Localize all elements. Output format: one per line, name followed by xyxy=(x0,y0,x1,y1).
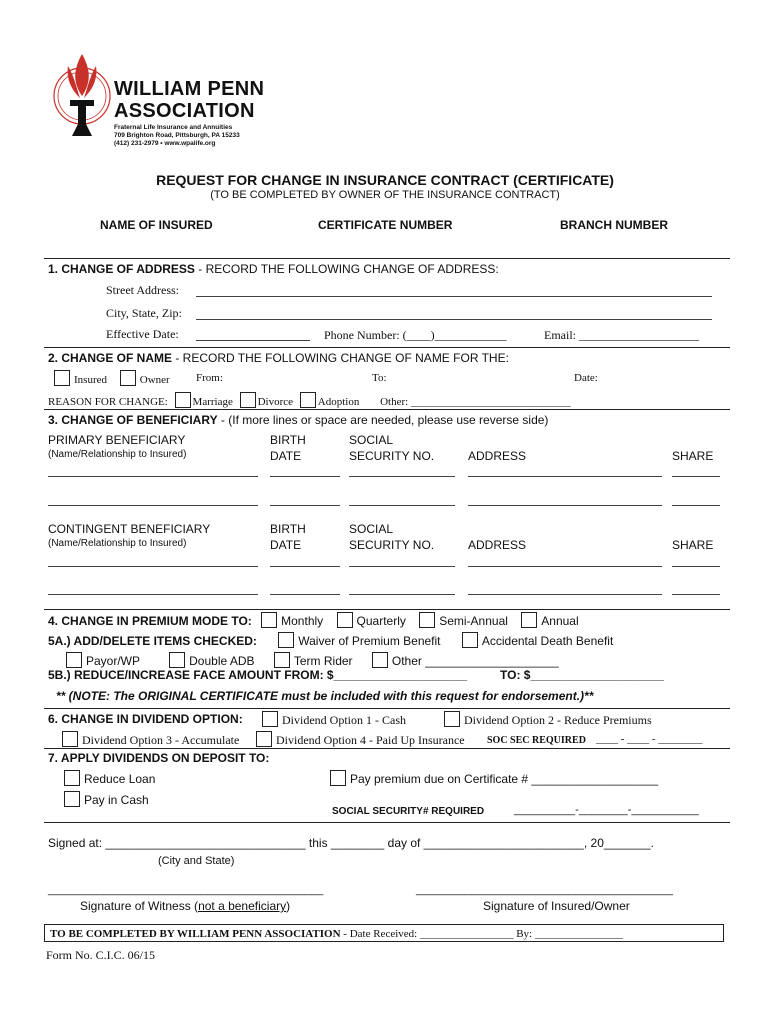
monthly-label: Monthly xyxy=(281,614,324,628)
contingent-name-field-1[interactable] xyxy=(48,566,258,567)
primary-share-field-1[interactable] xyxy=(672,476,720,477)
div-opt2-label: Dividend Option 2 - Reduce Premiums xyxy=(464,713,652,727)
waiver-label: Waiver of Premium Benefit xyxy=(298,634,441,648)
s3-desc: - (If more lines or space are needed, please use reverse side) xyxy=(217,413,549,427)
witness-signature-label xyxy=(80,899,290,913)
payor-checkbox[interactable] xyxy=(66,652,82,668)
primary-share-field-2[interactable] xyxy=(672,505,720,506)
form-number: Form No. C.I.C. 06/15 xyxy=(46,948,156,962)
contingent-birth-field-1[interactable] xyxy=(270,566,340,567)
branch-number-label: BRANCH NUMBER xyxy=(560,218,668,232)
s5a-title: 5A.) ADD/DELETE ITEMS CHECKED: xyxy=(48,634,257,648)
primary-social-label-2: SECURITY NO. xyxy=(349,449,435,463)
contingent-birth-field-2[interactable] xyxy=(270,594,340,595)
annual-checkbox[interactable] xyxy=(521,612,537,628)
quarterly-label: Quarterly xyxy=(356,614,406,628)
witness-pre: Signature of Witness ( xyxy=(80,899,199,913)
s2-desc: - RECORD THE FOLLOWING CHANGE OF NAME FOR THE: xyxy=(172,351,509,365)
primary-birth-label-2: DATE xyxy=(270,449,302,463)
contingent-address-field-1[interactable] xyxy=(468,566,662,567)
to-label: To: xyxy=(372,372,387,384)
div-opt3-checkbox[interactable] xyxy=(62,731,78,747)
soc-sec-required-label: SOC SEC REQUIRED xyxy=(487,735,586,746)
pay-cash-checkbox[interactable] xyxy=(64,791,80,807)
quarterly-checkbox[interactable] xyxy=(337,612,353,628)
city-state-caption: (City and State) xyxy=(158,855,235,867)
s3-title: 3. CHANGE OF BENEFICIARY xyxy=(48,413,218,427)
annual-label: Annual xyxy=(541,614,579,628)
div-opt2-row xyxy=(444,711,652,728)
logo-name-line1: WILLIAM PENN xyxy=(114,78,265,100)
primary-birth-field-1[interactable] xyxy=(270,476,340,477)
primary-birth-field-2[interactable] xyxy=(270,505,340,506)
adb-checkbox[interactable] xyxy=(462,632,478,648)
contingent-share-label: SHARE xyxy=(672,538,714,552)
contingent-birth-label-1: BIRTH xyxy=(270,522,306,536)
logo xyxy=(52,44,265,156)
reason-row xyxy=(48,392,570,408)
div-opt1-label: Dividend Option 1 - Cash xyxy=(282,713,406,727)
reason-label: REASON FOR CHANGE: xyxy=(48,396,168,408)
insured-label: Insured xyxy=(74,374,107,386)
effective-date-field[interactable] xyxy=(196,340,310,341)
divider xyxy=(44,748,730,749)
div-opt1-row xyxy=(262,711,406,728)
divider xyxy=(44,708,730,709)
pay-cash-row xyxy=(64,791,149,807)
witness-not-beneficiary: not a beneficiary xyxy=(198,899,287,913)
primary-relationship-label: (Name/Relationship to Insured) xyxy=(48,449,187,460)
div-opt4-row xyxy=(256,731,465,748)
marriage-checkbox[interactable] xyxy=(175,392,191,408)
form-subtitle: (TO BE COMPLETED BY OWNER OF THE INSURANCE CONTRACT) xyxy=(210,189,560,201)
divider xyxy=(44,409,730,410)
torch-logo-icon xyxy=(52,44,112,154)
divider xyxy=(44,347,730,348)
div-opt3-row xyxy=(62,731,239,748)
s3-heading xyxy=(48,413,548,427)
div-opt3-label: Dividend Option 3 - Accumulate xyxy=(82,733,240,747)
s1-heading xyxy=(48,262,499,276)
primary-address-field-1[interactable] xyxy=(468,476,662,477)
s7-title: 7. APPLY DIVIDENDS ON DEPOSIT TO: xyxy=(48,751,270,765)
primary-name-field-2[interactable] xyxy=(48,505,258,506)
contingent-beneficiary-label: CONTINGENT BENEFICIARY xyxy=(48,522,211,536)
divorce-checkbox[interactable] xyxy=(240,392,256,408)
primary-ssn-field-2[interactable] xyxy=(349,505,455,506)
reduce-loan-row xyxy=(64,770,155,786)
semi-annual-checkbox[interactable] xyxy=(419,612,435,628)
s5a-row xyxy=(48,632,613,648)
s4-title: 4. CHANGE IN PREMIUM MODE TO: xyxy=(48,614,252,628)
pay-premium-field[interactable]: Pay premium due on Certificate # ___________________ xyxy=(350,772,659,786)
div-opt4-checkbox[interactable] xyxy=(256,731,272,747)
s5b-from-field[interactable]: 5B.) REDUCE/INCREASE FACE AMOUNT FROM: $____________________ xyxy=(48,668,468,682)
div-opt1-checkbox[interactable] xyxy=(262,711,278,727)
primary-name-field-1[interactable] xyxy=(48,476,258,477)
s1-title: 1. CHANGE OF ADDRESS xyxy=(48,262,195,276)
reduce-loan-label: Reduce Loan xyxy=(84,772,156,786)
contingent-social-label-1: SOCIAL xyxy=(349,522,394,536)
owner-signature-field[interactable]: __________________________________________ xyxy=(416,884,673,896)
double-adb-checkbox[interactable] xyxy=(169,652,185,668)
marriage-label: Marriage xyxy=(192,396,233,408)
soc-sec-field[interactable]: ____ - ____ - ________ xyxy=(596,733,703,745)
monthly-checkbox[interactable] xyxy=(261,612,277,628)
owner-label: Owner xyxy=(139,374,170,386)
email-field[interactable]: Email: ____________________ xyxy=(544,328,699,342)
primary-beneficiary-label: PRIMARY BENEFICIARY xyxy=(48,433,186,447)
office-use-fields[interactable]: - Date Received: _________________ By: ________________ xyxy=(340,928,623,940)
owner-signature-label: Signature of Insured/Owner xyxy=(483,899,630,913)
other-item-checkbox[interactable] xyxy=(372,652,388,668)
pay-cash-label: Pay in Cash xyxy=(84,793,149,807)
office-use-box xyxy=(44,924,724,942)
effective-date-label: Effective Date: xyxy=(106,327,179,341)
divider xyxy=(44,609,730,610)
other-reason-field[interactable]: Other: _____________________________ xyxy=(380,396,571,408)
adoption-checkbox[interactable] xyxy=(300,392,316,408)
phone-number-field[interactable]: Phone Number: (____)____________ xyxy=(324,328,507,342)
double-adb-label: Double ADB xyxy=(189,654,255,668)
pay-premium-checkbox[interactable] xyxy=(330,770,346,786)
logo-sub-3: (412) 231-2979 • www.wpalife.org xyxy=(114,140,216,147)
payor-label: Payor/WP xyxy=(86,654,140,668)
term-rider-label: Term Rider xyxy=(293,654,353,668)
from-label: From: xyxy=(196,372,223,384)
primary-share-label: SHARE xyxy=(672,449,714,463)
s6-title: 6. CHANGE IN DIVIDEND OPTION: xyxy=(48,712,243,726)
term-rider-checkbox[interactable] xyxy=(274,652,290,668)
contingent-name-field-2[interactable] xyxy=(48,594,258,595)
signed-at-field[interactable]: Signed at: ______________________________ this ________ day of ________________________, 20_______. xyxy=(48,836,654,850)
divider xyxy=(44,822,730,823)
contingent-social-label-2: SECURITY NO. xyxy=(349,538,435,552)
adoption-label: Adoption xyxy=(317,396,360,408)
contingent-address-label: ADDRESS xyxy=(468,538,527,552)
logo-sub-1: Fraternal Life Insurance and Annuities xyxy=(114,124,233,131)
insured-checkbox[interactable] xyxy=(54,370,70,386)
semi-annual-label: Semi-Annual xyxy=(439,614,508,628)
s5a-items-row xyxy=(66,652,559,668)
ss-field[interactable]: __________-________-___________ xyxy=(514,804,699,816)
divider xyxy=(44,258,730,259)
owner-checkbox[interactable] xyxy=(120,370,136,386)
div-opt4-label: Dividend Option 4 - Paid Up Insurance xyxy=(276,733,465,747)
logo-name-line2: ASSOCIATION xyxy=(114,100,255,122)
logo-sub-2: 709 Brighton Road, Pittsburgh, PA 15233 xyxy=(114,132,240,139)
name-of-insured-label: NAME OF INSURED xyxy=(100,218,213,232)
waiver-checkbox[interactable] xyxy=(278,632,294,648)
primary-ssn-field-1[interactable] xyxy=(349,476,455,477)
pay-premium-row xyxy=(330,770,658,786)
other-item-field[interactable]: Other ____________________ xyxy=(391,654,559,668)
div-opt2-checkbox[interactable] xyxy=(444,711,460,727)
primary-address-field-2[interactable] xyxy=(468,505,662,506)
contingent-birth-label-2: DATE xyxy=(270,538,302,552)
s4-row xyxy=(48,612,579,628)
witness-post: ) xyxy=(286,899,291,913)
primary-address-label: ADDRESS xyxy=(468,449,527,463)
ss-required-label: SOCIAL SECURITY# REQUIRED xyxy=(332,806,485,817)
street-address-label: Street Address: xyxy=(106,283,179,297)
original-certificate-note: ** (NOTE: The ORIGINAL CERTIFICATE must be included with this request for endorsement.)** xyxy=(56,689,594,703)
form-title: REQUEST FOR CHANGE IN INSURANCE CONTRACT (CERTIFICATE) xyxy=(156,172,614,188)
s1-desc: - RECORD THE FOLLOWING CHANGE OF ADDRESS: xyxy=(194,262,499,276)
reduce-loan-checkbox[interactable] xyxy=(64,770,80,786)
date-label: Date: xyxy=(574,372,598,384)
contingent-address-field-2[interactable] xyxy=(468,594,662,595)
city-state-zip-label: City, State, Zip: xyxy=(106,306,182,320)
street-address-field[interactable] xyxy=(196,296,712,297)
primary-social-label-1: SOCIAL xyxy=(349,433,394,447)
office-use-label: TO BE COMPLETED BY WILLIAM PENN ASSOCIATION xyxy=(50,928,341,940)
divorce-label: Divorce xyxy=(257,396,294,408)
s2-title: 2. CHANGE OF NAME xyxy=(48,351,173,365)
s5b-to-field[interactable]: TO: $____________________ xyxy=(500,668,664,682)
primary-birth-label-1: BIRTH xyxy=(270,433,306,447)
city-state-zip-field[interactable] xyxy=(196,319,712,320)
certificate-number-label: CERTIFICATE NUMBER xyxy=(318,218,453,232)
s2-heading xyxy=(48,351,509,365)
s2-for-row xyxy=(54,370,170,386)
contingent-relationship-label: (Name/Relationship to Insured) xyxy=(48,538,187,549)
contingent-ssn-field-1[interactable] xyxy=(349,566,455,567)
contingent-share-field-1[interactable] xyxy=(672,566,720,567)
contingent-ssn-field-2[interactable] xyxy=(349,594,455,595)
contingent-share-field-2[interactable] xyxy=(672,594,720,595)
witness-signature-field[interactable]: _____________________________________________ xyxy=(48,884,324,896)
adb-label: Accidental Death Benefit xyxy=(481,634,614,648)
